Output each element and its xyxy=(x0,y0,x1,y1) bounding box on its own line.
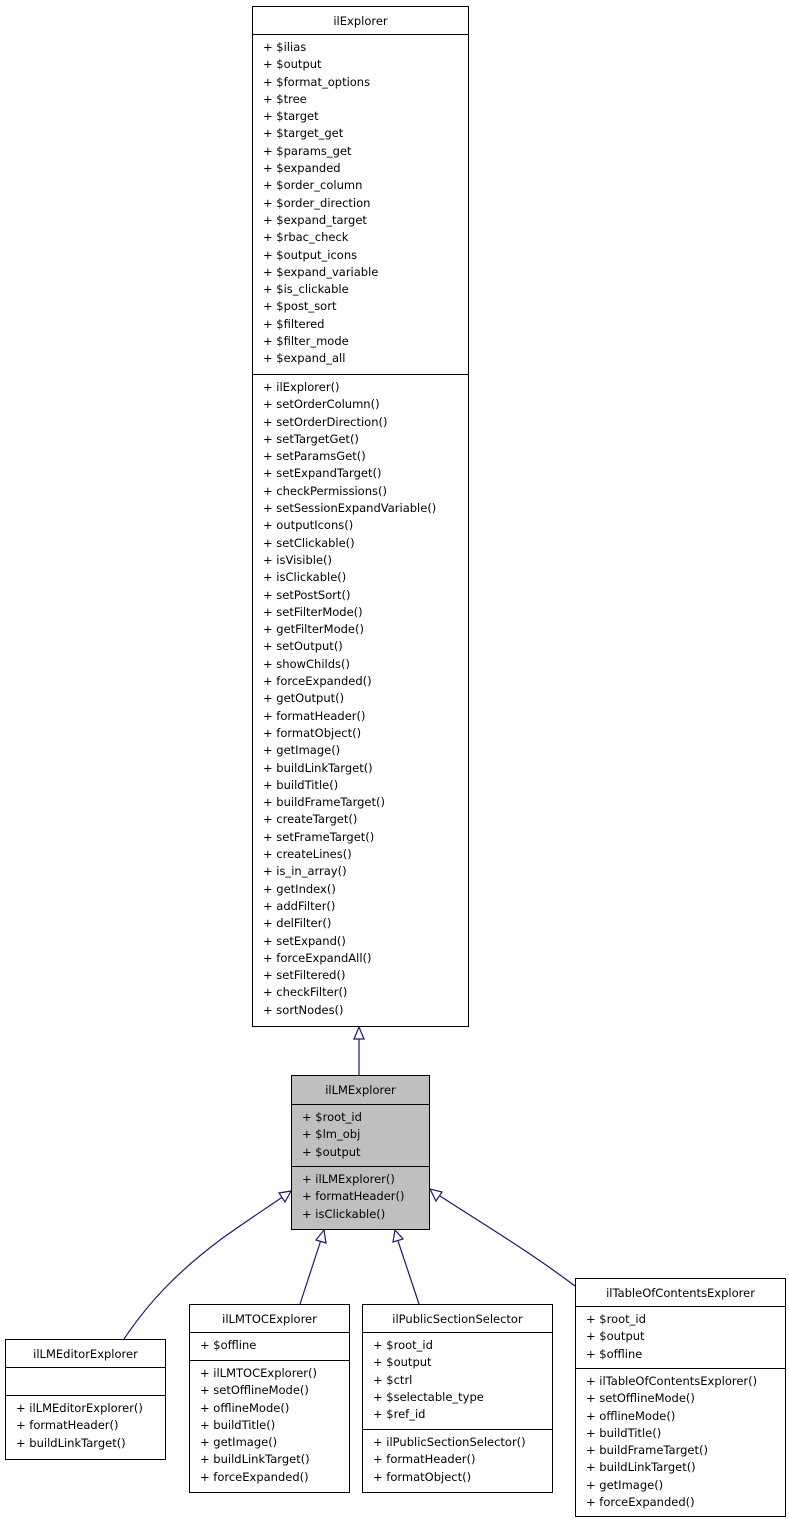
method-item: + showChilds() xyxy=(263,656,350,671)
method-item: + forceExpanded() xyxy=(263,674,372,689)
method-list xyxy=(363,1430,552,1492)
method-item: + setTargetGet() xyxy=(263,431,359,446)
method-item: + formatHeader() xyxy=(373,1452,476,1467)
method-item: + setOutput() xyxy=(263,639,343,654)
method-item: + addFilter() xyxy=(263,898,336,913)
attribute-item: + $format_options xyxy=(263,74,371,89)
attribute-item: + $selectable_type xyxy=(373,1389,484,1404)
method-item: + getImage() xyxy=(200,1435,278,1450)
attribute-item: + $order_column xyxy=(263,178,363,193)
method-item: + setPostSort() xyxy=(263,587,351,602)
method-item: + forceExpandAll() xyxy=(263,950,372,965)
class-name: ilLMEditorExplorer xyxy=(6,1340,165,1368)
class-illmeditorexplorer[interactable] xyxy=(5,1339,166,1460)
attribute-item: + $root_id xyxy=(586,1312,646,1326)
method-list xyxy=(292,1167,429,1229)
attribute-item: + $ref_id xyxy=(373,1407,426,1422)
method-item: + formatHeader() xyxy=(302,1189,405,1204)
method-list xyxy=(576,1369,785,1516)
method-item: + sortNodes() xyxy=(263,1002,344,1017)
class-ilexplorer[interactable] xyxy=(252,6,469,1027)
method-item: + offlineMode() xyxy=(586,1408,676,1423)
attribute-list xyxy=(363,1333,552,1430)
attribute-item: + $expanded xyxy=(263,161,341,176)
method-item: + getIndex() xyxy=(263,881,336,896)
method-item: + setSessionExpandVariable() xyxy=(263,501,437,516)
method-list xyxy=(253,375,468,1026)
attribute-item: + $root_id xyxy=(302,1110,362,1124)
method-item: + getFilterMode() xyxy=(263,622,364,637)
method-item: + buildLinkTarget() xyxy=(200,1452,310,1467)
method-item: + createLines() xyxy=(263,847,352,862)
class-iltableofcontentsexplorer[interactable] xyxy=(575,1278,786,1517)
method-item: + setOrderDirection() xyxy=(263,414,388,429)
method-item: + buildLinkTarget() xyxy=(586,1460,696,1475)
class-illmexplorer[interactable] xyxy=(291,1075,430,1230)
method-item: + outputIcons() xyxy=(263,518,354,533)
method-item: + setFrameTarget() xyxy=(263,829,375,844)
method-item: + getOutput() xyxy=(263,691,345,706)
class-name: ilExplorer xyxy=(253,7,468,35)
method-list xyxy=(6,1396,165,1459)
method-item: + isVisible() xyxy=(263,552,333,567)
method-item: + ilLMExplorer() xyxy=(302,1172,395,1186)
class-name: ilLMExplorer xyxy=(292,1076,429,1105)
method-item: + formatHeader() xyxy=(263,708,366,723)
attribute-list xyxy=(6,1368,165,1396)
method-item: + formatHeader() xyxy=(16,1418,119,1433)
attribute-item: + $expand_all xyxy=(263,351,346,366)
method-item: + getImage() xyxy=(263,743,341,758)
attribute-item: + $offline xyxy=(200,1338,257,1352)
method-item: + buildFrameTarget() xyxy=(586,1443,708,1458)
attribute-item: + $lm_obj xyxy=(302,1127,361,1142)
attribute-list xyxy=(576,1307,785,1369)
method-item: + ilExplorer() xyxy=(263,380,340,394)
method-item: + ilLMTOCExplorer() xyxy=(200,1366,317,1380)
method-item: + delFilter() xyxy=(263,916,332,931)
method-item: + checkFilter() xyxy=(263,985,348,1000)
method-item: + ilPublicSectionSelector() xyxy=(373,1435,526,1449)
attribute-item: + $filter_mode xyxy=(263,334,349,349)
attribute-item: + $output xyxy=(263,57,322,72)
attribute-item: + $offline xyxy=(586,1346,643,1361)
method-item: + setParamsGet() xyxy=(263,449,366,464)
method-item: + getImage() xyxy=(586,1477,664,1492)
method-item: + forceExpanded() xyxy=(586,1495,695,1510)
method-item: + offlineMode() xyxy=(200,1400,290,1415)
method-item: + checkPermissions() xyxy=(263,483,387,498)
method-item: + buildFrameTarget() xyxy=(263,795,385,810)
method-item: + is_in_array() xyxy=(263,864,347,879)
attribute-item: + $target_get xyxy=(263,126,344,141)
attribute-item: + $ilias xyxy=(263,40,307,54)
method-item: + buildTitle() xyxy=(263,777,339,792)
edge-illmtocexplorer-to-illmexplorer xyxy=(300,1240,321,1304)
method-list xyxy=(190,1361,349,1492)
method-item: + isClickable() xyxy=(263,570,347,585)
method-item: + setOfflineMode() xyxy=(200,1383,309,1398)
attribute-item: + $target xyxy=(263,109,319,124)
method-item: + ilTableOfContentsExplorer() xyxy=(586,1374,758,1388)
method-item: + setOfflineMode() xyxy=(586,1391,695,1406)
attribute-list xyxy=(253,35,468,375)
class-name: ilLMTOCExplorer xyxy=(190,1305,349,1333)
attribute-item: + $filtered xyxy=(263,316,325,331)
attribute-item: + $tree xyxy=(263,91,307,106)
inheritance-arrow-icon xyxy=(279,1191,291,1202)
attribute-item: + $order_direction xyxy=(263,195,371,210)
class-name: ilPublicSectionSelector xyxy=(363,1305,552,1333)
attribute-list xyxy=(190,1333,349,1361)
edge-ilpublicsectionselector-to-illmexplorer xyxy=(398,1241,419,1304)
attribute-item: + $params_get xyxy=(263,143,352,158)
method-item: + formatObject() xyxy=(373,1469,472,1484)
method-item: + buildLinkTarget() xyxy=(263,760,373,775)
class-illmtocexplorer[interactable] xyxy=(189,1304,350,1493)
inheritance-arrow-icon xyxy=(430,1189,442,1201)
attribute-item: + $root_id xyxy=(373,1338,433,1352)
method-item: + setExpand() xyxy=(263,933,346,948)
method-item: + ilLMEditorExplorer() xyxy=(16,1401,143,1415)
attribute-item: + $post_sort xyxy=(263,299,337,314)
attribute-item: + $output xyxy=(302,1144,361,1159)
method-item: + setFiltered() xyxy=(263,968,346,983)
method-item: + setClickable() xyxy=(263,535,355,550)
method-item: + isClickable() xyxy=(302,1206,386,1221)
attribute-item: + $ctrl xyxy=(373,1372,413,1387)
class-ilpublicsectionselector[interactable] xyxy=(362,1304,553,1493)
attribute-item: + $output xyxy=(373,1355,432,1370)
class-name: ilTableOfContentsExplorer xyxy=(576,1279,785,1307)
method-item: + setExpandTarget() xyxy=(263,466,382,481)
inheritance-arrow-icon xyxy=(354,1027,364,1039)
attribute-item: + $output xyxy=(586,1329,645,1344)
method-item: + forceExpanded() xyxy=(200,1469,309,1484)
method-item: + formatObject() xyxy=(263,725,362,740)
method-item: + setFilterMode() xyxy=(263,604,363,619)
attribute-item: + $output_icons xyxy=(263,247,358,262)
method-item: + buildTitle() xyxy=(200,1417,276,1432)
attribute-list xyxy=(292,1105,429,1167)
method-item: + buildTitle() xyxy=(586,1425,662,1440)
edge-iltableofcontentsexplorer-to-illmexplorer xyxy=(440,1196,575,1286)
attribute-item: + $is_clickable xyxy=(263,282,349,297)
attribute-item: + $rbac_check xyxy=(263,230,349,245)
inheritance-arrow-icon xyxy=(393,1230,403,1242)
method-item: + buildLinkTarget() xyxy=(16,1435,126,1450)
attribute-item: + $expand_variable xyxy=(263,264,379,279)
attribute-item: + $expand_target xyxy=(263,212,367,227)
method-item: + createTarget() xyxy=(263,812,358,827)
method-item: + setOrderColumn() xyxy=(263,397,380,412)
inheritance-arrow-icon xyxy=(316,1230,326,1243)
